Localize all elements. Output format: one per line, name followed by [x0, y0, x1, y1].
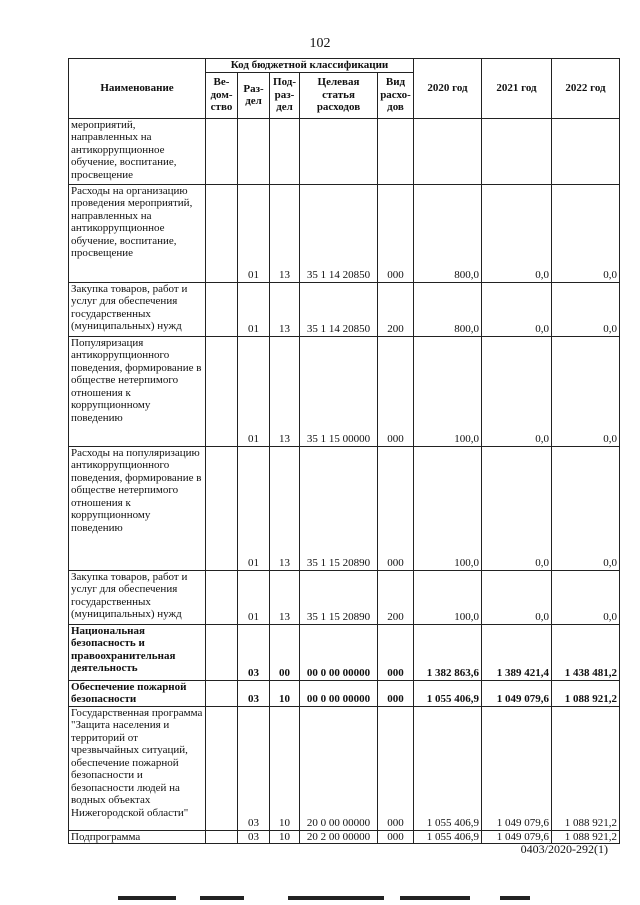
row-value-2022: 0,0 — [552, 570, 620, 624]
row-razdel: 01 — [238, 184, 270, 282]
row-target: 35 1 14 20850 — [300, 282, 378, 336]
row-name: Расходы на популяризацию антикоррупционного поведения, формирование в обществе нетерпимого отношения к коррупционному поведению — [69, 446, 206, 570]
row-podrazdel: 10 — [270, 706, 300, 830]
row-value-2022: 1 088 921,2 — [552, 706, 620, 830]
row-value-2022: 1 088 921,2 — [552, 830, 620, 844]
table-row — [69, 336, 620, 446]
row-value-2021: 0,0 — [482, 282, 552, 336]
header-2020: 2020 год — [414, 59, 482, 119]
table-row — [69, 118, 620, 184]
header-2022: 2022 год — [552, 59, 620, 119]
row-value-2022: 1 088 921,2 — [552, 680, 620, 706]
row-value-2021: 0,0 — [482, 570, 552, 624]
row-value-2021: 0,0 — [482, 184, 552, 282]
page-number: 102 — [309, 36, 331, 51]
row-name: Обеспечение пожарной безопасности — [69, 680, 206, 706]
row-value-2020: 100,0 — [414, 570, 482, 624]
row-name: Расходы на организацию проведения мероприятий, направленных на антикоррупционное обучение, воспитание, просвещение — [69, 184, 206, 282]
row-vedomstvo — [206, 336, 238, 446]
row-target: 20 0 00 00000 — [300, 706, 378, 830]
row-razdel: 03 — [238, 624, 270, 680]
row-vid: 000 — [378, 184, 414, 282]
row-podrazdel: 13 — [270, 184, 300, 282]
row-value-2021: 0,0 — [482, 446, 552, 570]
row-razdel: 01 — [238, 336, 270, 446]
row-razdel: 01 — [238, 446, 270, 570]
row-name: Закупка товаров, работ и услуг для обеспечения государственных (муниципальных) нужд — [69, 282, 206, 336]
row-value-2022: 0,0 — [552, 336, 620, 446]
row-vid — [378, 118, 414, 184]
row-value-2020: 1 055 406,9 — [414, 680, 482, 706]
row-value-2022: 0,0 — [552, 446, 620, 570]
row-value-2021: 1 389 421,4 — [482, 624, 552, 680]
row-name: Закупка товаров, работ и услуг для обеспечения государственных (муниципальных) нужд — [69, 570, 206, 624]
budget-table — [68, 58, 620, 844]
header-razdel: Раз-дел — [238, 72, 270, 118]
table-row — [69, 570, 620, 624]
table-row — [69, 680, 620, 706]
row-vedomstvo — [206, 184, 238, 282]
row-value-2021 — [482, 118, 552, 184]
row-podrazdel: 10 — [270, 680, 300, 706]
row-vedomstvo — [206, 706, 238, 830]
row-value-2020: 1 055 406,9 — [414, 706, 482, 830]
row-value-2020 — [414, 118, 482, 184]
row-razdel: 03 — [238, 706, 270, 830]
header-2021: 2021 год — [482, 59, 552, 119]
row-vid: 200 — [378, 570, 414, 624]
row-value-2022: 0,0 — [552, 184, 620, 282]
row-vid: 000 — [378, 830, 414, 844]
row-name: Популяризация антикоррупционного поведения, формирование в обществе нетерпимого отношения к коррупционному поведению — [69, 336, 206, 446]
row-target: 35 1 15 20890 — [300, 446, 378, 570]
row-podrazdel: 13 — [270, 570, 300, 624]
row-vedomstvo — [206, 446, 238, 570]
row-vid: 000 — [378, 624, 414, 680]
row-vid: 000 — [378, 446, 414, 570]
row-podrazdel: 13 — [270, 282, 300, 336]
row-razdel: 03 — [238, 680, 270, 706]
row-name: Национальная безопасность и правоохранительная деятельность — [69, 624, 206, 680]
row-value-2020: 100,0 — [414, 336, 482, 446]
row-value-2020: 800,0 — [414, 184, 482, 282]
row-name: мероприятий, направленных на антикоррупционное обучение, воспитание, просвещение — [69, 118, 206, 184]
row-razdel: 01 — [238, 570, 270, 624]
row-podrazdel: 10 — [270, 830, 300, 844]
row-value-2020: 100,0 — [414, 446, 482, 570]
row-target: 35 1 14 20850 — [300, 184, 378, 282]
row-value-2021: 1 049 079,6 — [482, 706, 552, 830]
row-razdel: 01 — [238, 282, 270, 336]
row-value-2020: 1 382 863,6 — [414, 624, 482, 680]
scan-artifact-marks — [0, 892, 640, 905]
row-value-2020: 800,0 — [414, 282, 482, 336]
row-razdel: 03 — [238, 830, 270, 844]
row-podrazdel — [270, 118, 300, 184]
row-target: 00 0 00 00000 — [300, 680, 378, 706]
row-vedomstvo — [206, 570, 238, 624]
row-podrazdel: 00 — [270, 624, 300, 680]
row-vedomstvo — [206, 680, 238, 706]
header-vedomstvo: Ве-дом-ство — [206, 72, 238, 118]
table-row — [69, 624, 620, 680]
row-vid: 200 — [378, 282, 414, 336]
row-podrazdel: 13 — [270, 336, 300, 446]
row-value-2022 — [552, 118, 620, 184]
row-target — [300, 118, 378, 184]
row-target: 20 2 00 00000 — [300, 830, 378, 844]
row-target: 35 1 15 20890 — [300, 570, 378, 624]
row-vedomstvo — [206, 118, 238, 184]
row-value-2022: 1 438 481,2 — [552, 624, 620, 680]
row-target: 00 0 00 00000 — [300, 624, 378, 680]
row-name: Подпрограмма — [69, 830, 206, 844]
header-code-group: Код бюджетной классификации — [206, 59, 414, 73]
row-razdel — [238, 118, 270, 184]
table-body — [69, 118, 620, 844]
row-value-2022: 0,0 — [552, 282, 620, 336]
row-vedomstvo — [206, 624, 238, 680]
row-name: Государственная программа "Защита населения и территорий от чрезвычайных ситуаций, обеспечение пожарной безопасности и безопасности людей на водных объектах Нижегородской области" — [69, 706, 206, 830]
row-value-2020: 1 055 406,9 — [414, 830, 482, 844]
header-vid: Вид расхо-дов — [378, 72, 414, 118]
row-vid: 000 — [378, 336, 414, 446]
row-vid: 000 — [378, 706, 414, 830]
row-target: 35 1 15 00000 — [300, 336, 378, 446]
row-vedomstvo — [206, 830, 238, 844]
row-value-2021: 1 049 079,6 — [482, 830, 552, 844]
row-vedomstvo — [206, 282, 238, 336]
document-code: 0403/2020-292(1) — [520, 842, 608, 856]
header-podrazdel: Под-раз-дел — [270, 72, 300, 118]
header-name: Наименование — [69, 59, 206, 119]
table-row — [69, 184, 620, 282]
row-value-2021: 1 049 079,6 — [482, 680, 552, 706]
row-vid: 000 — [378, 680, 414, 706]
table-row — [69, 706, 620, 830]
row-value-2021: 0,0 — [482, 336, 552, 446]
table-row — [69, 446, 620, 570]
header-target: Целевая статья расходов — [300, 72, 378, 118]
row-podrazdel: 13 — [270, 446, 300, 570]
table-row — [69, 282, 620, 336]
